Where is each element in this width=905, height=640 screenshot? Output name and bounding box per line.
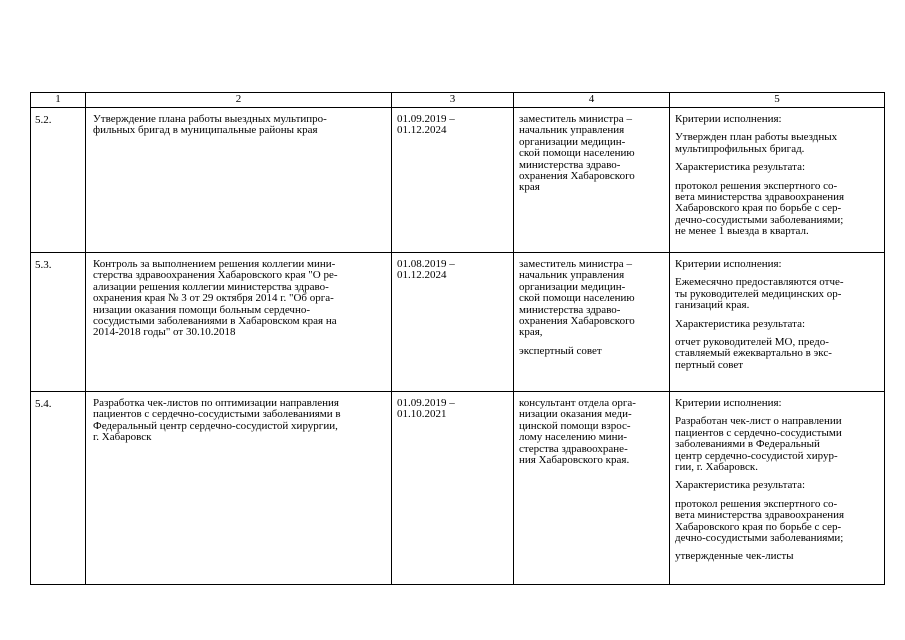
executor-line: края, xyxy=(519,326,543,339)
result-paragraph xyxy=(675,132,880,155)
result-line: пациентов с сердечно-сосудистыми xyxy=(675,426,842,439)
executor-line: ской помощи населению xyxy=(519,292,635,305)
executor-line: начальник управления xyxy=(519,269,625,282)
result-line: Хабаровского края по борьбе с сер- xyxy=(675,202,842,215)
date-line: 01.12.2024 xyxy=(397,269,447,282)
item-number: 5.3. xyxy=(35,259,52,271)
header-cell-4: 4 xyxy=(514,93,670,108)
task-line: стерства здравоохранения Хабаровского края "О ре- xyxy=(93,269,338,282)
task-cell xyxy=(86,392,392,585)
executor-cell xyxy=(514,108,670,253)
executor-line: заместитель министра – xyxy=(519,113,632,125)
executor-line: ской помощи населению xyxy=(519,147,635,160)
result-paragraph xyxy=(675,259,880,270)
task-line: Контроль за выполнением решения коллегии мини- xyxy=(93,258,336,270)
result-line: Критерии исполнения: xyxy=(675,397,782,409)
task-line: 2014-2018 годы" от 30.10.2018 xyxy=(93,326,236,339)
result-line: Характеристика результата: xyxy=(675,317,806,330)
executor-paragraph xyxy=(519,114,665,194)
executor-line: министерства здраво- xyxy=(519,158,621,171)
table-row xyxy=(31,108,885,253)
item-number-cell xyxy=(31,392,86,585)
result-paragraph xyxy=(675,114,880,125)
executor-line: стерства здравоохране- xyxy=(519,442,628,455)
result-cell xyxy=(670,392,885,585)
result-paragraph xyxy=(675,398,880,409)
measures-table xyxy=(30,92,885,585)
result-line: протокол решения экспертного со- xyxy=(675,179,838,192)
result-paragraph xyxy=(675,416,880,473)
item-number-cell xyxy=(31,253,86,392)
date-line: 01.09.2019 – xyxy=(397,397,455,409)
header-cell-5: 5 xyxy=(670,93,885,108)
result-line: Утвержден план работы выездных xyxy=(675,131,838,144)
executor-paragraph xyxy=(519,398,665,466)
task-line: Утверждение плана работы выездных мультипро- xyxy=(93,113,327,125)
result-line: утвержденные чек-листы xyxy=(675,550,794,563)
date-line: 01.12.2024 xyxy=(397,124,447,137)
result-paragraph xyxy=(675,319,880,330)
result-paragraph xyxy=(675,480,880,491)
task-line: низации оказания помощи больным сердечно- xyxy=(93,303,311,316)
date-line: 01.09.2019 – xyxy=(397,113,455,125)
executor-cell xyxy=(514,392,670,585)
result-line: Критерии исполнения: xyxy=(675,258,782,270)
header-cell-3: 3 xyxy=(392,93,514,108)
table-row xyxy=(31,253,885,392)
result-line: пертный совет xyxy=(675,358,744,371)
task-line: сосудистыми заболеваниями в Хабаровском края на xyxy=(93,315,337,328)
result-line: Разработан чек-лист о направлении xyxy=(675,415,842,428)
dates-cell xyxy=(392,108,514,253)
result-line: Характеристика результата: xyxy=(675,161,806,174)
executor-line: консультант отдела орга- xyxy=(519,397,636,409)
task-line: пациентов с сердечно-сосудистыми заболеваниями в xyxy=(93,408,341,421)
result-paragraph xyxy=(675,499,880,545)
result-line: дечно-сосудистыми заболеваниями; xyxy=(675,213,844,226)
result-paragraph xyxy=(675,181,880,238)
executor-line: экспертный совет xyxy=(519,344,602,357)
header-cell-2: 2 xyxy=(86,93,392,108)
task-line: охранения края № 3 от 29 октября 2014 г. "Об орга- xyxy=(93,292,334,305)
item-number-cell xyxy=(31,108,86,253)
dates-cell xyxy=(392,392,514,585)
executor-line: охранения Хабаровского xyxy=(519,170,635,183)
result-line: вета министерства здравоохранения xyxy=(675,509,845,522)
task-line: ализации решения коллегии министерства здраво- xyxy=(93,280,329,293)
task-cell xyxy=(86,253,392,392)
date-line: 01.08.2019 – xyxy=(397,258,455,270)
executor-line: организации медицин- xyxy=(519,280,626,293)
result-line: заболеваниями в Федеральный xyxy=(675,438,820,451)
result-line: дечно-сосудистыми заболеваниями; xyxy=(675,532,844,545)
result-line: ставляемый ежеквартально в экс- xyxy=(675,347,832,360)
task-line: Федеральный центр сердечно-сосудистой хирургии, xyxy=(93,419,338,432)
result-line: не менее 1 выезда в квартал. xyxy=(675,225,809,238)
result-line: мультипрофильных бригад. xyxy=(675,142,805,155)
result-line: Характеристика результата: xyxy=(675,479,806,492)
executor-line: заместитель министра – xyxy=(519,258,632,270)
result-line: центр сердечно-сосудистой хирур- xyxy=(675,449,838,462)
task-cell xyxy=(86,108,392,253)
executor-line: лому населению мини- xyxy=(519,431,628,444)
executor-line: организации медицин- xyxy=(519,135,626,148)
result-paragraph xyxy=(675,277,880,311)
result-paragraph xyxy=(675,162,880,173)
date-line: 01.10.2021 xyxy=(397,408,447,421)
result-cell xyxy=(670,108,885,253)
result-line: ганизаций края. xyxy=(675,299,750,312)
item-number: 5.4. xyxy=(35,398,52,410)
task-line: г. Хабаровск xyxy=(93,431,152,444)
executor-line: низации оказания меди- xyxy=(519,408,632,421)
executor-line: цинской помощи взрос- xyxy=(519,419,631,432)
result-paragraph xyxy=(675,551,880,562)
executor-line: охранения Хабаровского xyxy=(519,315,635,328)
dates-cell xyxy=(392,253,514,392)
executor-line: начальник управления xyxy=(519,124,625,137)
executor-line: ния Хабаровского края. xyxy=(519,454,630,467)
executor-cell xyxy=(514,253,670,392)
result-paragraph xyxy=(675,337,880,371)
result-line: гии, г. Хабаровск. xyxy=(675,461,758,474)
table-row xyxy=(31,392,885,585)
task-line: фильных бригад в муниципальные районы края xyxy=(93,124,318,137)
item-number: 5.2. xyxy=(35,114,52,126)
result-line: Хабаровского края по борьбе с сер- xyxy=(675,520,842,533)
result-cell xyxy=(670,253,885,392)
result-line: протокол решения экспертного со- xyxy=(675,497,838,510)
executor-paragraph xyxy=(519,259,665,339)
result-line: отчет руководителей МО, предо- xyxy=(675,336,829,349)
result-line: Критерии исполнения: xyxy=(675,113,782,125)
executor-paragraph xyxy=(519,346,665,357)
result-line: вета министерства здравоохранения xyxy=(675,191,845,204)
executor-line: края xyxy=(519,181,540,194)
header-cell-1: 1 xyxy=(31,93,86,108)
result-line: Ежемесячно предоставляются отче- xyxy=(675,276,844,289)
header-row xyxy=(31,93,885,108)
result-line: ты руководителей медицинских ор- xyxy=(675,287,842,300)
task-line: Разработка чек-листов по оптимизации направления xyxy=(93,397,339,409)
executor-line: министерства здраво- xyxy=(519,303,621,316)
